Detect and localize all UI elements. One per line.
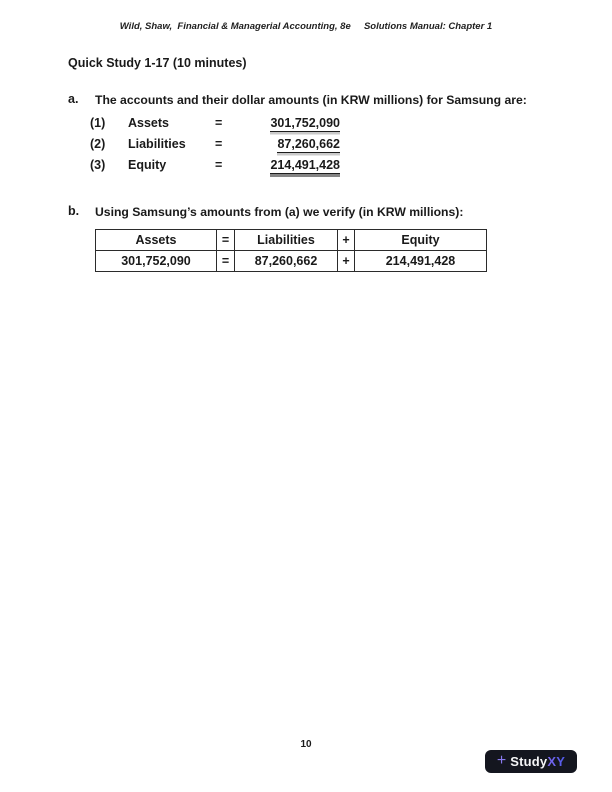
logo-text-study: Study bbox=[510, 753, 548, 769]
part-a bbox=[68, 92, 546, 109]
plus-icon: + bbox=[496, 752, 507, 769]
running-header: Wild, Shaw, Financial & Managerial Accounting, 8e Solutions Manual: Chapter 1 bbox=[119, 21, 493, 32]
logo-wordmark bbox=[510, 753, 565, 771]
exercise-title: Quick Study 1-17 (10 minutes) bbox=[68, 56, 247, 70]
amount-value: 301,752,090 bbox=[270, 116, 340, 131]
header-assets: Assets bbox=[96, 230, 217, 251]
part-b-text: Using Samsung’s amounts from (a) we verify (in KRW millions): bbox=[95, 205, 464, 220]
account-list bbox=[90, 116, 546, 179]
logo-text-xy: XY bbox=[547, 753, 566, 769]
cell-assets-value: 301,752,090 bbox=[96, 251, 217, 272]
table-header-row bbox=[96, 230, 487, 251]
list-item-equity bbox=[90, 158, 546, 179]
header-liabilities: Liabilities bbox=[235, 230, 338, 251]
amount-value: 214,491,428 bbox=[270, 158, 340, 173]
page-number: 10 bbox=[300, 739, 312, 750]
cell-equals-sign: = bbox=[217, 251, 235, 272]
header-plus-sign: + bbox=[338, 230, 355, 251]
part-a-label: a. bbox=[68, 92, 79, 106]
amount-value: 87,260,662 bbox=[277, 137, 340, 152]
cell-plus-sign: + bbox=[338, 251, 355, 272]
header-equals-sign: = bbox=[217, 230, 235, 251]
item-number: (2) bbox=[90, 137, 106, 152]
page-content bbox=[68, 56, 546, 272]
equals-sign: = bbox=[215, 137, 223, 152]
list-item-assets bbox=[90, 116, 546, 137]
part-a-text: The accounts and their dollar amounts (in KRW millions) for Samsung are: bbox=[95, 93, 527, 107]
studyxy-logo-badge bbox=[485, 750, 577, 773]
cell-liabilities-value: 87,260,662 bbox=[235, 251, 338, 272]
equals-sign: = bbox=[215, 158, 223, 173]
list-item-liabilities bbox=[90, 137, 546, 158]
account-name: Liabilities bbox=[128, 137, 186, 152]
accounting-equation-table bbox=[95, 229, 487, 272]
table-row bbox=[96, 251, 487, 272]
cell-equity-value: 214,491,428 bbox=[355, 251, 487, 272]
part-b bbox=[68, 204, 546, 221]
header-equity: Equity bbox=[355, 230, 487, 251]
account-name: Assets bbox=[128, 116, 169, 131]
item-number: (1) bbox=[90, 116, 106, 131]
item-number: (3) bbox=[90, 158, 106, 173]
account-name: Equity bbox=[128, 158, 167, 173]
equals-sign: = bbox=[215, 116, 223, 131]
part-b-label: b. bbox=[68, 204, 80, 219]
